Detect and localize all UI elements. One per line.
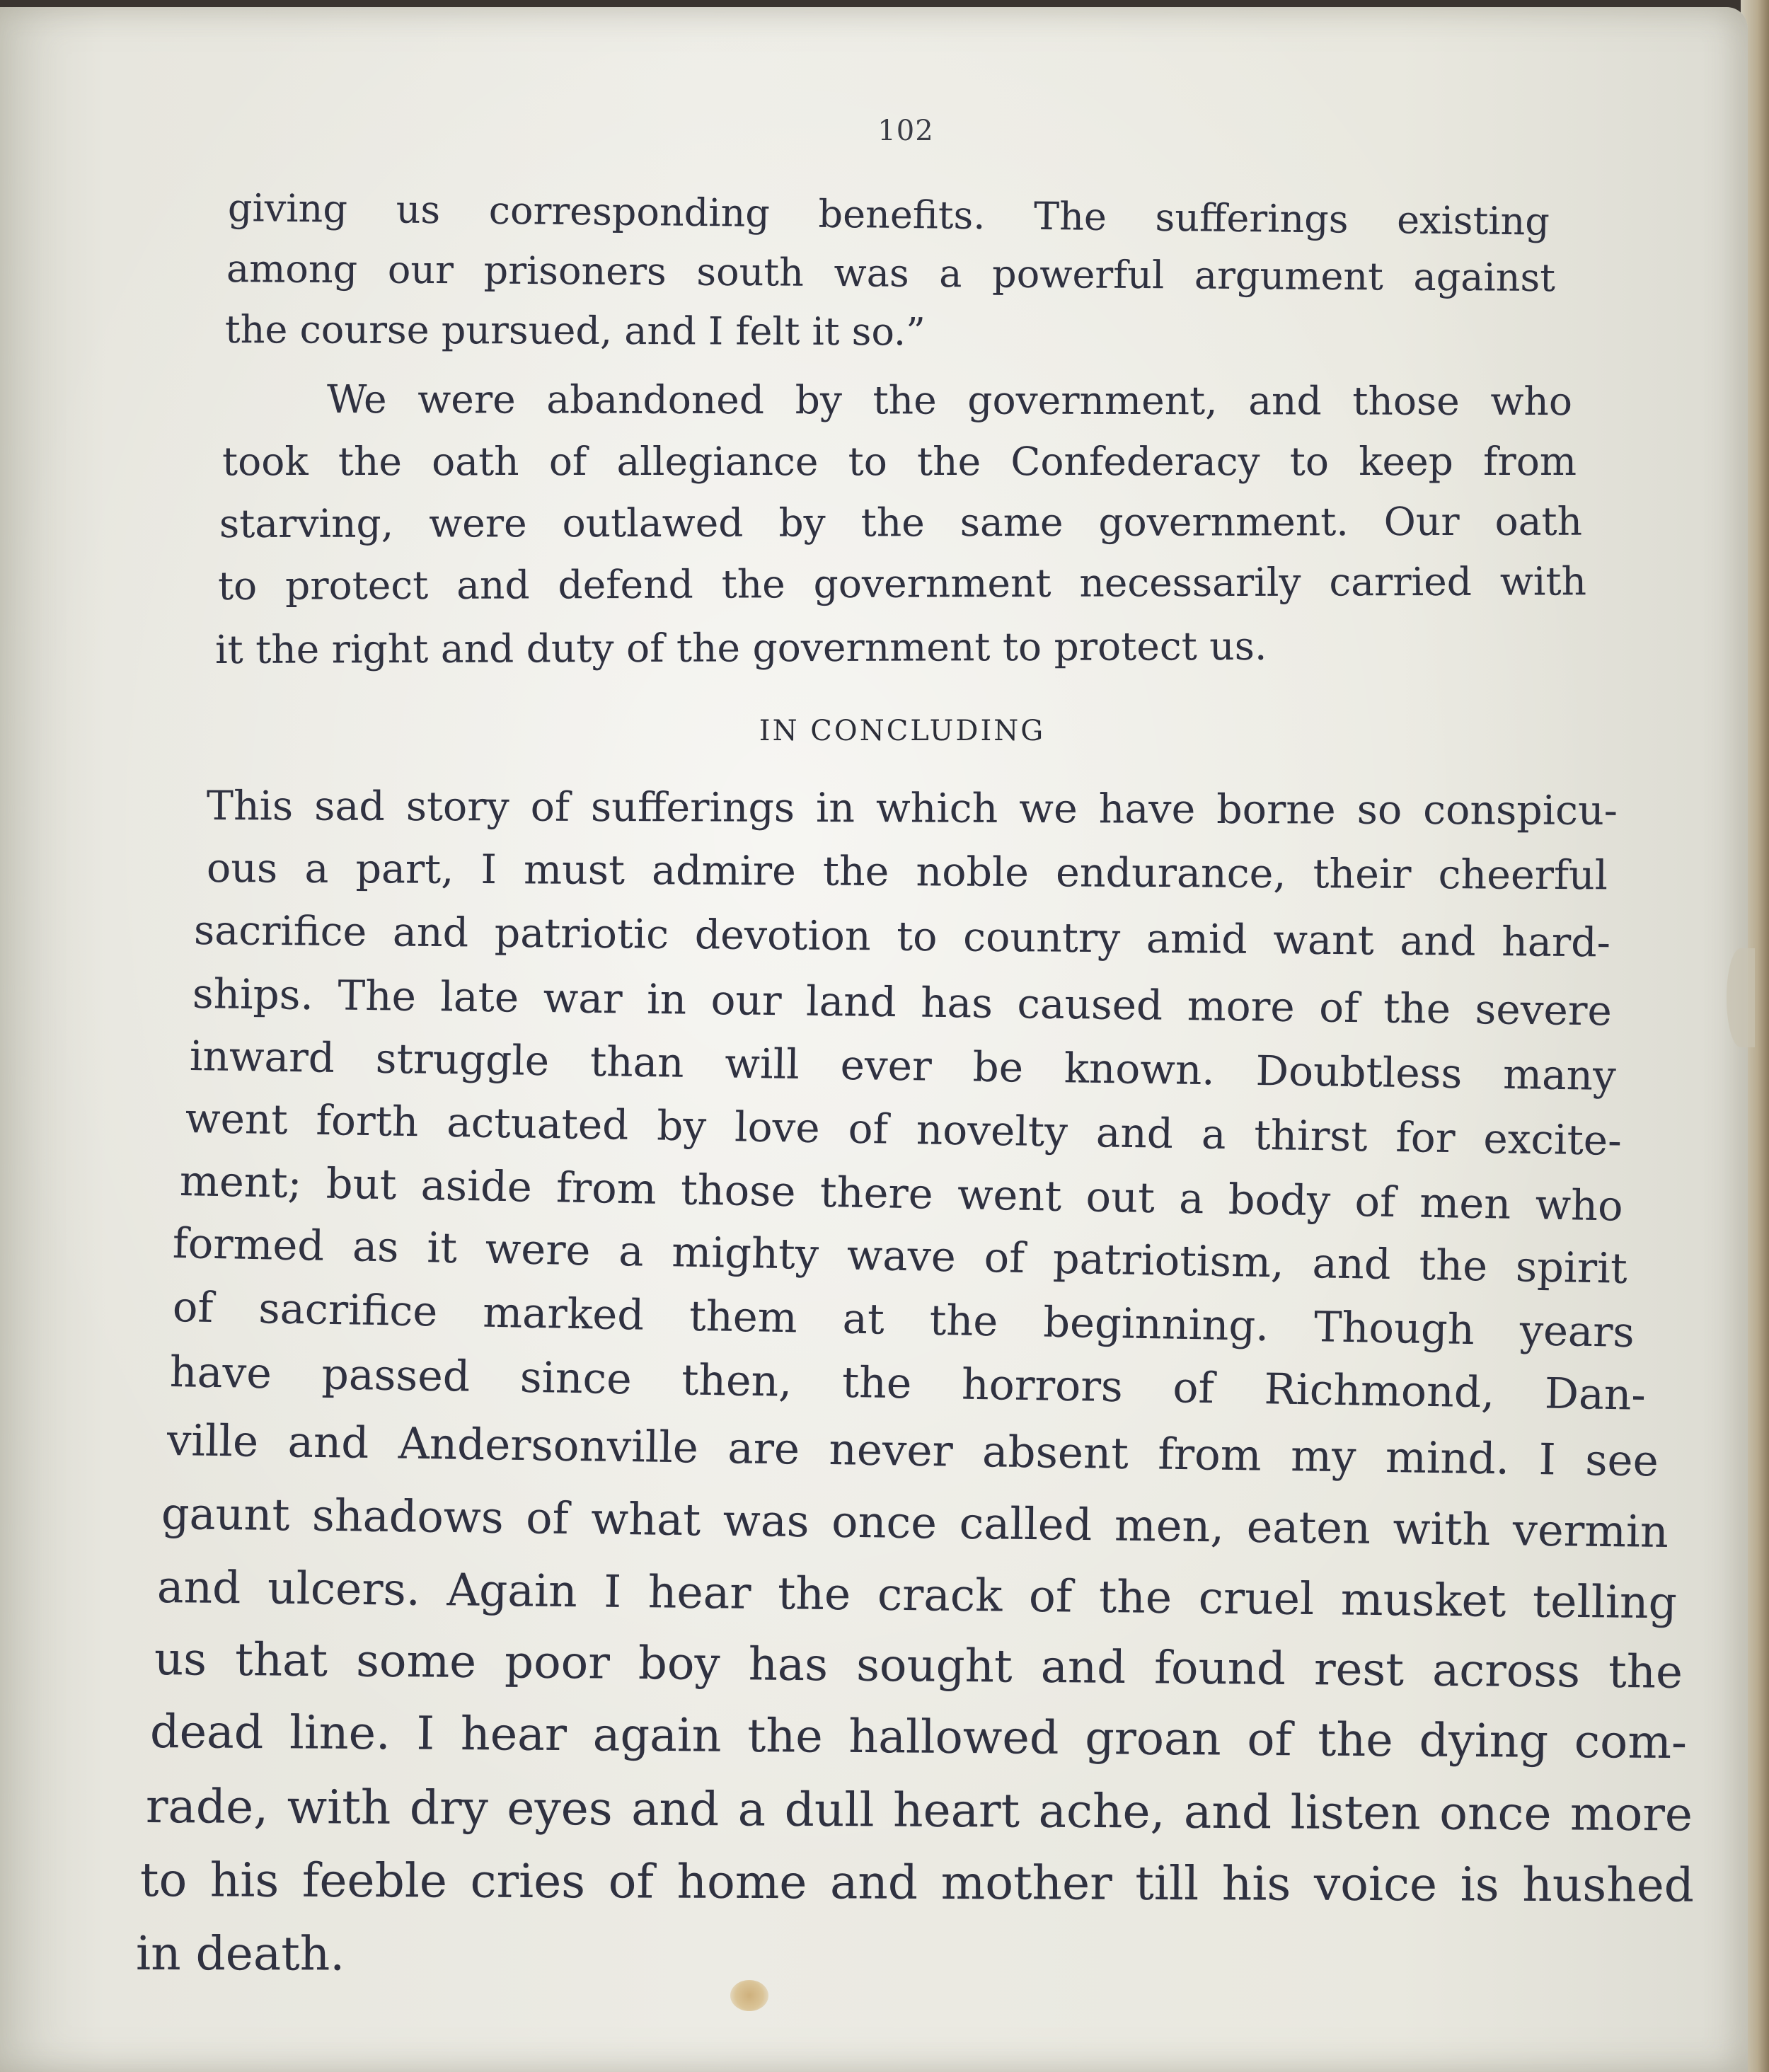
- text-line: dead line. I hear again the hallowed groan of the dying com-: [149, 1705, 1688, 1770]
- page-tear: [1727, 948, 1755, 1047]
- text-line: We were abandoned by the government, and those who: [326, 376, 1573, 425]
- text-line: ment; but aside from those there went out a body of men who: [179, 1156, 1624, 1231]
- text-line: of sacrifice marked them at the beginning. Though years: [172, 1282, 1635, 1357]
- text-line: went forth actuated by love of novelty and a thirst for excite-: [185, 1094, 1623, 1165]
- text-line: to his feeble cries of home and mother till his voice is hushed: [139, 1853, 1695, 1913]
- text-line: giving us corresponding benefits. The sufferings existing: [227, 185, 1550, 244]
- text-line: in death.: [135, 1926, 345, 1981]
- paper-stain: [730, 1980, 768, 2011]
- text-line: gaunt shadows of what was once called men, eaten with vermin: [161, 1487, 1669, 1558]
- text-line: sacrifice and patriotic devotion to country amid want and hard-: [193, 907, 1611, 967]
- text-line: inward struggle than will ever be known. Doubtless many: [189, 1032, 1617, 1100]
- text-line: and ulcers. Again I hear the crack of the cruel musket telling: [156, 1561, 1678, 1629]
- section-heading: IN CONCLUDING: [759, 715, 1046, 747]
- text-line: have passed since then, the horrors of Richmond, Dan-: [169, 1347, 1647, 1420]
- text-line: formed as it were a mighty wave of patriotism, and the spirit: [172, 1219, 1628, 1293]
- text-line: This sad story of sufferings in which we have borne so conspicu-: [206, 783, 1618, 834]
- text-line: ships. The late war in our land has caused more of the severe: [192, 969, 1613, 1035]
- text-line: starving, were outlawed by the same government. Our oath: [219, 498, 1583, 546]
- text-line: it the right and duty of the government to protect us.: [214, 623, 1267, 672]
- text-line: to protect and defend the government necessarily carried with: [217, 558, 1587, 609]
- text-line: ville and Andersonville are never absent from my mind. I see: [166, 1415, 1659, 1487]
- text-line: took the oath of allegiance to the Confederacy to keep from: [222, 439, 1577, 484]
- text-line: rade, with dry eyes and a dull heart ache, and listen once more: [145, 1779, 1693, 1842]
- page-number: 102: [877, 115, 934, 147]
- text-line: ous a part, I must admire the noble endurance, their cheerful: [206, 845, 1608, 899]
- text-line: the course pursued, and I felt it so.”: [224, 307, 926, 355]
- book-page: [0, 7, 1748, 2072]
- text-line: us that some poor boy has sought and found rest across the: [154, 1633, 1683, 1699]
- text-line: among our prisoners south was a powerful argument against: [226, 246, 1556, 301]
